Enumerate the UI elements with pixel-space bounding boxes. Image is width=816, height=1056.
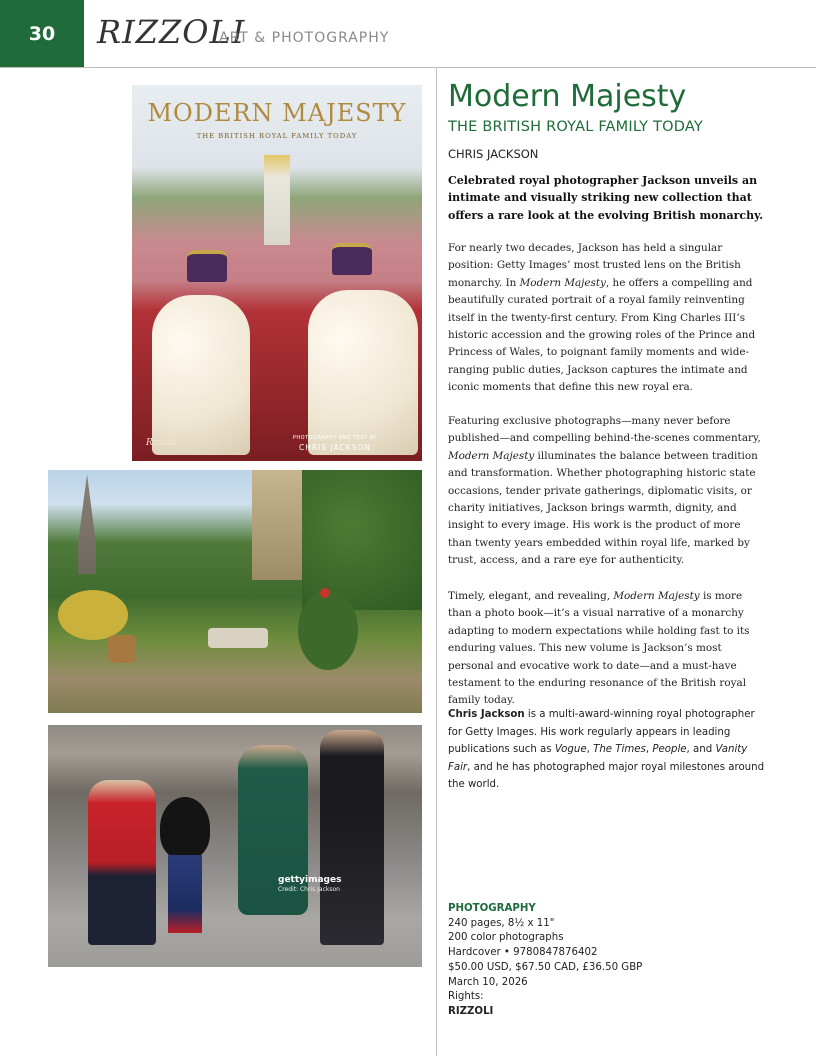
book-cover-image (132, 85, 422, 461)
book-title-italic: Modern Majesty (519, 276, 606, 289)
description-paragraph (448, 413, 766, 570)
king-crown (187, 250, 227, 282)
child-guard-uniform (168, 855, 202, 933)
spec-publisher: RIZZOLI (448, 1005, 494, 1017)
book-title-italic: Modern Majesty (448, 449, 535, 462)
lead-paragraph: Celebrated royal photographer Jackson unveils an intimate and visually striking new collection that offers a rare look at the evolving British monarchy. (448, 174, 764, 222)
photo-credit: Credit: Chris Jackson (278, 886, 340, 893)
description-paragraph (448, 240, 766, 397)
cover-credit-line: PHOTOGRAPHY AND TEXT BY (292, 435, 378, 441)
publication-name: Vanity Fair (448, 744, 748, 773)
cover-title: MODERN MAJESTY (147, 99, 407, 127)
section-label: ART & PHOTOGRAPHY (219, 30, 390, 46)
publication-name: The Times (593, 744, 646, 756)
event-photo (48, 725, 422, 967)
text-run: is a multi-award-winning royal photographer for Getty Images. His work regularly appears in leading publications such as (448, 709, 755, 756)
book-author: CHRIS JACKSON (448, 147, 539, 161)
officer-dark-uniform (320, 730, 384, 945)
king-robe (152, 295, 250, 455)
book-title: Modern Majesty (448, 79, 687, 114)
soldier-red-tunic (88, 780, 156, 945)
author-bio (448, 706, 766, 794)
publication-name: Vogue (554, 744, 587, 756)
cover-publisher-mark: Rizzoli (146, 438, 177, 448)
cover-author: CHRIS JACKSON (299, 443, 371, 452)
bio-author-name: Chris Jackson (448, 709, 525, 720)
spec-format: Hardcover • 9780847876402 (448, 947, 598, 959)
spec-price: $50.00 USD, $67.50 CAD, £36.50 GBP (448, 961, 643, 973)
queen-crown (332, 243, 372, 275)
bearskin-hat (160, 797, 210, 859)
spec-date: March 10, 2026 (448, 976, 528, 988)
garden-table (208, 628, 268, 648)
column-divider (436, 67, 437, 1056)
cover-subtitle: THE BRITISH ROYAL FAMILY TODAY (196, 132, 358, 140)
flower-bed (298, 590, 358, 670)
book-specs (448, 902, 766, 1020)
victoria-memorial (264, 155, 290, 245)
description-paragraph (448, 588, 766, 710)
getty-watermark: gettyimages (278, 875, 342, 885)
text-run: For nearly two decades, Jackson has held a singular position: Getty Images’ most trusted lens on the British monarchy. In (448, 242, 741, 289)
queen-robe (308, 290, 418, 455)
text-run: , (645, 744, 653, 756)
wicker-chair (108, 635, 136, 663)
book-title-italic: Modern Majesty (613, 590, 700, 602)
header-divider (0, 67, 816, 68)
red-flower (320, 588, 330, 598)
text-run: , (586, 744, 594, 756)
text-run: is more than a photo book—it’s a visual narrative of a monarchy adapting to modern expectations while holding fast to its enduring values. This new volume is Jackson’s most personal and evocative work to date—and a must-have testament to the enduring resonance of the British royal family today. (448, 590, 750, 707)
garden-photo (48, 470, 422, 713)
spec-photos: 200 color photographs (448, 932, 564, 944)
spec-category: PHOTOGRAPHY (448, 903, 536, 914)
text-run: illuminates the balance between tradition and transformation. Whether photographing historic state occasions, tender private gatherings, diplomatic visits, or charity initiatives, Jackson brings warmth, dignity, and insight to every image. His work is the product of more than twenty years embedded within royal life, marked by trust, access, and a rare eye for authenticity. (448, 449, 758, 567)
page-number: 30 (0, 0, 84, 67)
publication-name: People (652, 744, 687, 756)
text-run: , he offers a compelling and beautifully curated portrait of a royal family reinventing itself in the twenty-first century. From King Charles III’s historic accession and the growing roles of the Prince and Princess of Wales, to poignant family moments and wide-ranging public duties, Jackson captures the intimate and iconic moments that define this new royal era. (448, 276, 756, 394)
church-spire (78, 474, 96, 574)
spec-rights: Rights: (448, 991, 484, 1003)
flower-bed (58, 590, 128, 640)
publisher-logo: RIZZOLI (97, 13, 246, 51)
spec-pages: 240 pages, 8½ x 11" (448, 917, 555, 929)
text-run: Timely, elegant, and revealing, (448, 590, 614, 602)
text-run: Featuring exclusive photographs—many never before published—and compelling behind-the-scenes commentary, (448, 415, 761, 445)
text-run: , and he has photographed major royal milestones around the world. (448, 761, 765, 791)
book-subtitle: THE BRITISH ROYAL FAMILY TODAY (448, 119, 703, 135)
text-run: , and (686, 744, 716, 756)
